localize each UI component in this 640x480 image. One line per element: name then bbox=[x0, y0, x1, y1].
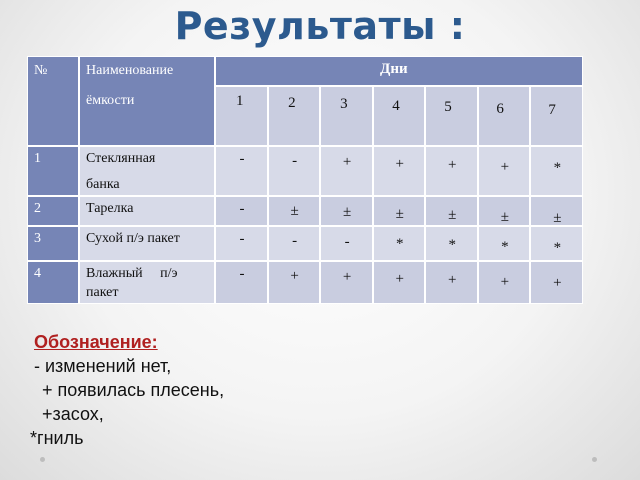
row-num: 2 bbox=[34, 201, 41, 216]
row-num-cell bbox=[27, 226, 79, 261]
day-header-cell bbox=[425, 86, 478, 146]
value-cell bbox=[268, 261, 321, 304]
row-name-cell bbox=[79, 196, 215, 226]
decor-dot-left bbox=[40, 457, 45, 462]
value-cell bbox=[425, 226, 478, 261]
num-header: № bbox=[34, 63, 48, 78]
legend-item-no-change: - изменений нет, bbox=[34, 356, 172, 376]
value-cell bbox=[320, 196, 373, 226]
row-name-cell bbox=[79, 226, 215, 261]
value-mark: * bbox=[553, 160, 562, 176]
value-cell bbox=[373, 261, 426, 304]
day-header-cell bbox=[478, 86, 531, 146]
value-mark: * bbox=[553, 240, 562, 256]
legend bbox=[30, 330, 225, 450]
row-num-cell bbox=[27, 261, 79, 304]
value-mark: + bbox=[342, 269, 352, 285]
value-cell bbox=[373, 226, 426, 261]
value-mark: * bbox=[448, 237, 457, 253]
value-mark: + bbox=[553, 275, 562, 291]
value-mark: * bbox=[395, 235, 404, 252]
value-mark: - bbox=[239, 266, 245, 282]
value-mark: ± bbox=[290, 202, 299, 219]
row-num: 3 bbox=[34, 231, 41, 246]
value-mark: + bbox=[395, 155, 404, 172]
value-mark: ± bbox=[395, 205, 404, 222]
value-cell bbox=[215, 196, 268, 226]
day-header-2: 2 bbox=[288, 94, 296, 111]
value-mark: ± bbox=[343, 204, 352, 220]
value-mark: - bbox=[239, 151, 245, 167]
value-cell bbox=[373, 196, 426, 226]
decor-dot-right bbox=[592, 457, 597, 462]
row-name-cell bbox=[79, 261, 215, 304]
value-mark: ± bbox=[500, 208, 509, 225]
value-cell bbox=[478, 196, 531, 226]
value-mark: + bbox=[500, 273, 510, 290]
num-header-cell bbox=[27, 56, 79, 146]
day-header-3: 3 bbox=[340, 96, 348, 112]
day-header-6: 6 bbox=[496, 100, 504, 117]
value-cell bbox=[215, 261, 268, 304]
row-name-cell bbox=[79, 146, 215, 196]
page-title: Результаты : bbox=[174, 4, 466, 48]
value-cell bbox=[425, 196, 478, 226]
row-name-line2: банка bbox=[86, 177, 120, 192]
day-header-7: 7 bbox=[548, 102, 556, 118]
name-header-line2: ёмкости bbox=[86, 93, 135, 108]
value-cell bbox=[320, 261, 373, 304]
value-cell bbox=[530, 146, 583, 196]
value-cell bbox=[215, 146, 268, 196]
value-cell bbox=[268, 226, 321, 261]
value-mark: - bbox=[344, 234, 350, 250]
value-cell bbox=[320, 146, 373, 196]
value-mark: - bbox=[239, 201, 245, 217]
value-cell bbox=[425, 146, 478, 196]
row-num: 1 bbox=[34, 151, 41, 166]
row-name-line1: Влажный п/э bbox=[86, 266, 178, 281]
row-name-line1: Сухой п/э пакет bbox=[86, 231, 180, 246]
day-header-cell bbox=[215, 86, 268, 146]
row-num-cell bbox=[27, 146, 79, 196]
value-cell bbox=[478, 146, 531, 196]
day-header-cell bbox=[320, 86, 373, 146]
value-cell bbox=[268, 196, 321, 226]
days-header: Дни bbox=[380, 61, 408, 77]
value-mark: ± bbox=[553, 210, 562, 226]
row-name-line2: пакет bbox=[86, 285, 119, 300]
value-mark: + bbox=[448, 272, 457, 288]
name-header-cell bbox=[79, 56, 215, 146]
value-mark: + bbox=[342, 154, 352, 170]
value-mark: - bbox=[292, 232, 298, 249]
row-name-line1: Стеклянная bbox=[86, 151, 156, 166]
value-cell bbox=[530, 261, 583, 304]
value-cell bbox=[215, 226, 268, 261]
value-cell bbox=[478, 261, 531, 304]
value-cell bbox=[320, 226, 373, 261]
value-cell bbox=[373, 146, 426, 196]
day-header-cell bbox=[268, 86, 321, 146]
day-header-5: 5 bbox=[444, 99, 452, 115]
day-header-cell bbox=[530, 86, 583, 146]
value-cell bbox=[530, 196, 583, 226]
results-table bbox=[27, 56, 583, 304]
value-cell bbox=[530, 226, 583, 261]
value-mark: ± bbox=[448, 207, 457, 223]
legend-title: Обозначение: bbox=[34, 332, 158, 352]
legend-item-dried: +засох, bbox=[42, 404, 104, 424]
value-cell bbox=[268, 146, 321, 196]
value-mark: + bbox=[500, 158, 510, 175]
value-mark: * bbox=[501, 238, 509, 255]
day-header-1: 1 bbox=[236, 93, 244, 109]
day-header-4: 4 bbox=[392, 97, 400, 114]
value-mark: + bbox=[395, 270, 404, 287]
day-header-cell bbox=[373, 86, 426, 146]
legend-item-mold: + появилась плесень, bbox=[42, 380, 225, 400]
name-header-line1: Наименование bbox=[86, 63, 174, 78]
value-cell bbox=[478, 226, 531, 261]
row-num-cell bbox=[27, 196, 79, 226]
legend-item-rot: *гниль bbox=[30, 428, 84, 448]
row-name-line1: Тарелка bbox=[86, 201, 134, 216]
value-mark: + bbox=[290, 267, 299, 284]
value-mark: - bbox=[239, 231, 245, 247]
row-num: 4 bbox=[34, 266, 41, 281]
value-mark: + bbox=[448, 157, 457, 173]
value-cell bbox=[425, 261, 478, 304]
value-mark: - bbox=[292, 152, 298, 169]
days-header-cell bbox=[215, 56, 583, 86]
